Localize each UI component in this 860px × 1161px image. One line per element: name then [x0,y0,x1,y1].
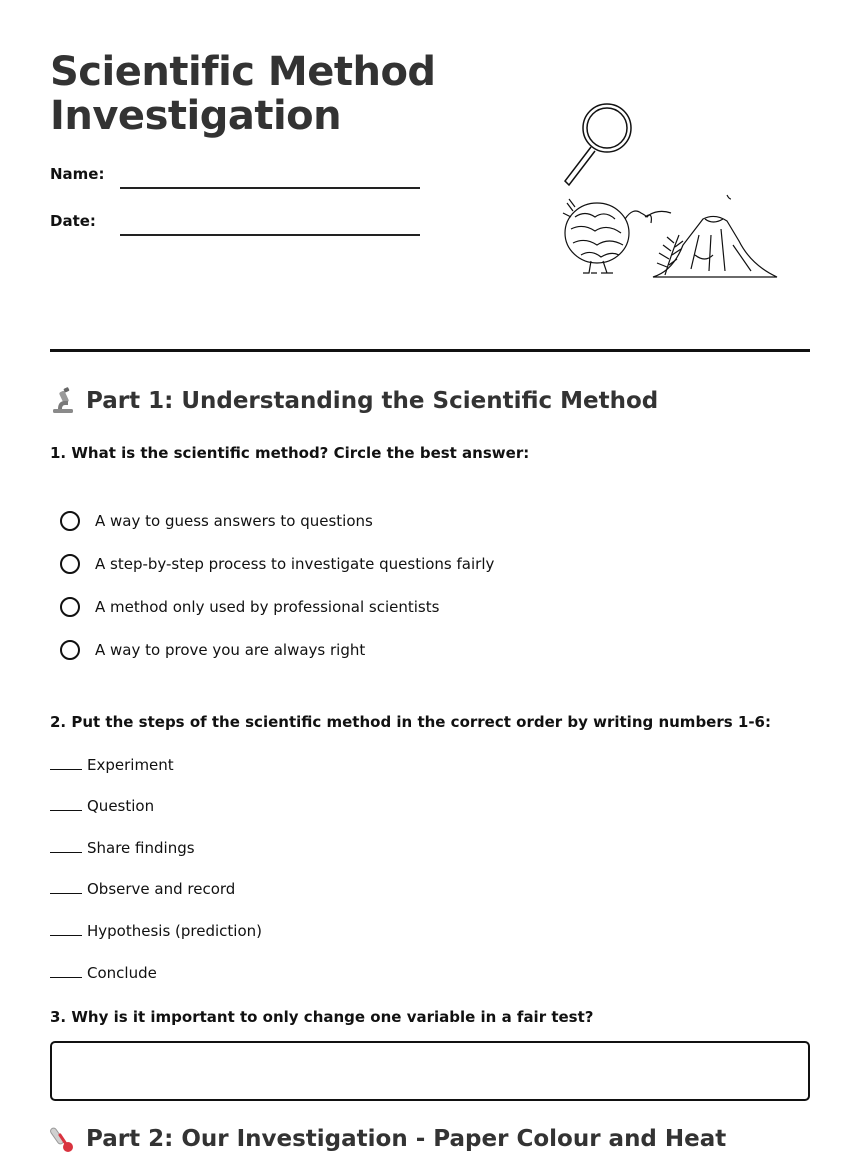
radio-circle[interactable] [60,640,80,660]
microscope-icon [50,387,76,415]
step-label: Question [87,797,155,815]
name-field[interactable] [120,187,420,189]
step-label: Conclude [87,964,157,982]
title-line-2: Investigation [50,93,342,139]
kiwi-bird-icon [563,199,671,273]
number-blank[interactable] [50,921,82,936]
number-blank[interactable] [50,796,82,811]
title-line-1: Scientific Method [50,49,436,95]
step-item [50,755,174,774]
date-field[interactable] [120,234,420,236]
thermometer-icon [50,1125,76,1153]
question-1-prompt: 1. What is the scientific method? Circle the best answer: [50,444,530,462]
radio-circle[interactable] [60,597,80,617]
step-label: Experiment [87,756,174,774]
q1-option-4[interactable] [60,640,365,660]
number-blank[interactable] [50,879,82,894]
option-label: A step-by-step process to investigate questions fairly [95,555,495,573]
worksheet-title [50,50,436,138]
number-blank[interactable] [50,963,82,978]
option-label: A method only used by professional scientists [95,598,440,616]
question-2-prompt: 2. Put the steps of the scientific method in the correct order by writing numbers 1-6: [50,713,771,731]
step-item [50,838,195,857]
option-label: A way to guess answers to questions [95,512,373,530]
part2-heading-text: Part 2: Our Investigation - Paper Colour and Heat [86,1126,727,1152]
q1-option-1[interactable] [60,511,373,531]
q3-answer-box[interactable] [50,1041,810,1101]
header-illustration [555,95,785,285]
part2-heading [50,1125,726,1153]
step-label: Share findings [87,839,195,857]
radio-circle[interactable] [60,511,80,531]
date-label: Date: [50,212,96,230]
header-divider [50,349,810,352]
magnifying-glass-icon [565,104,631,185]
step-item [50,963,157,982]
question-3-prompt: 3. Why is it important to only change one variable in a fair test? [50,1008,594,1026]
number-blank[interactable] [50,838,82,853]
name-label: Name: [50,165,105,183]
q1-option-2[interactable] [60,554,494,574]
radio-circle[interactable] [60,554,80,574]
step-item [50,796,154,815]
number-blank[interactable] [50,755,82,770]
part1-heading-text: Part 1: Understanding the Scientific Method [86,388,659,414]
volcano-icon [653,195,777,277]
step-label: Observe and record [87,880,236,898]
step-item [50,879,235,898]
step-item [50,921,262,940]
fern-icon [657,235,683,275]
part1-heading [50,387,658,415]
q1-option-3[interactable] [60,597,439,617]
step-label: Hypothesis (prediction) [87,922,262,940]
option-label: A way to prove you are always right [95,641,366,659]
